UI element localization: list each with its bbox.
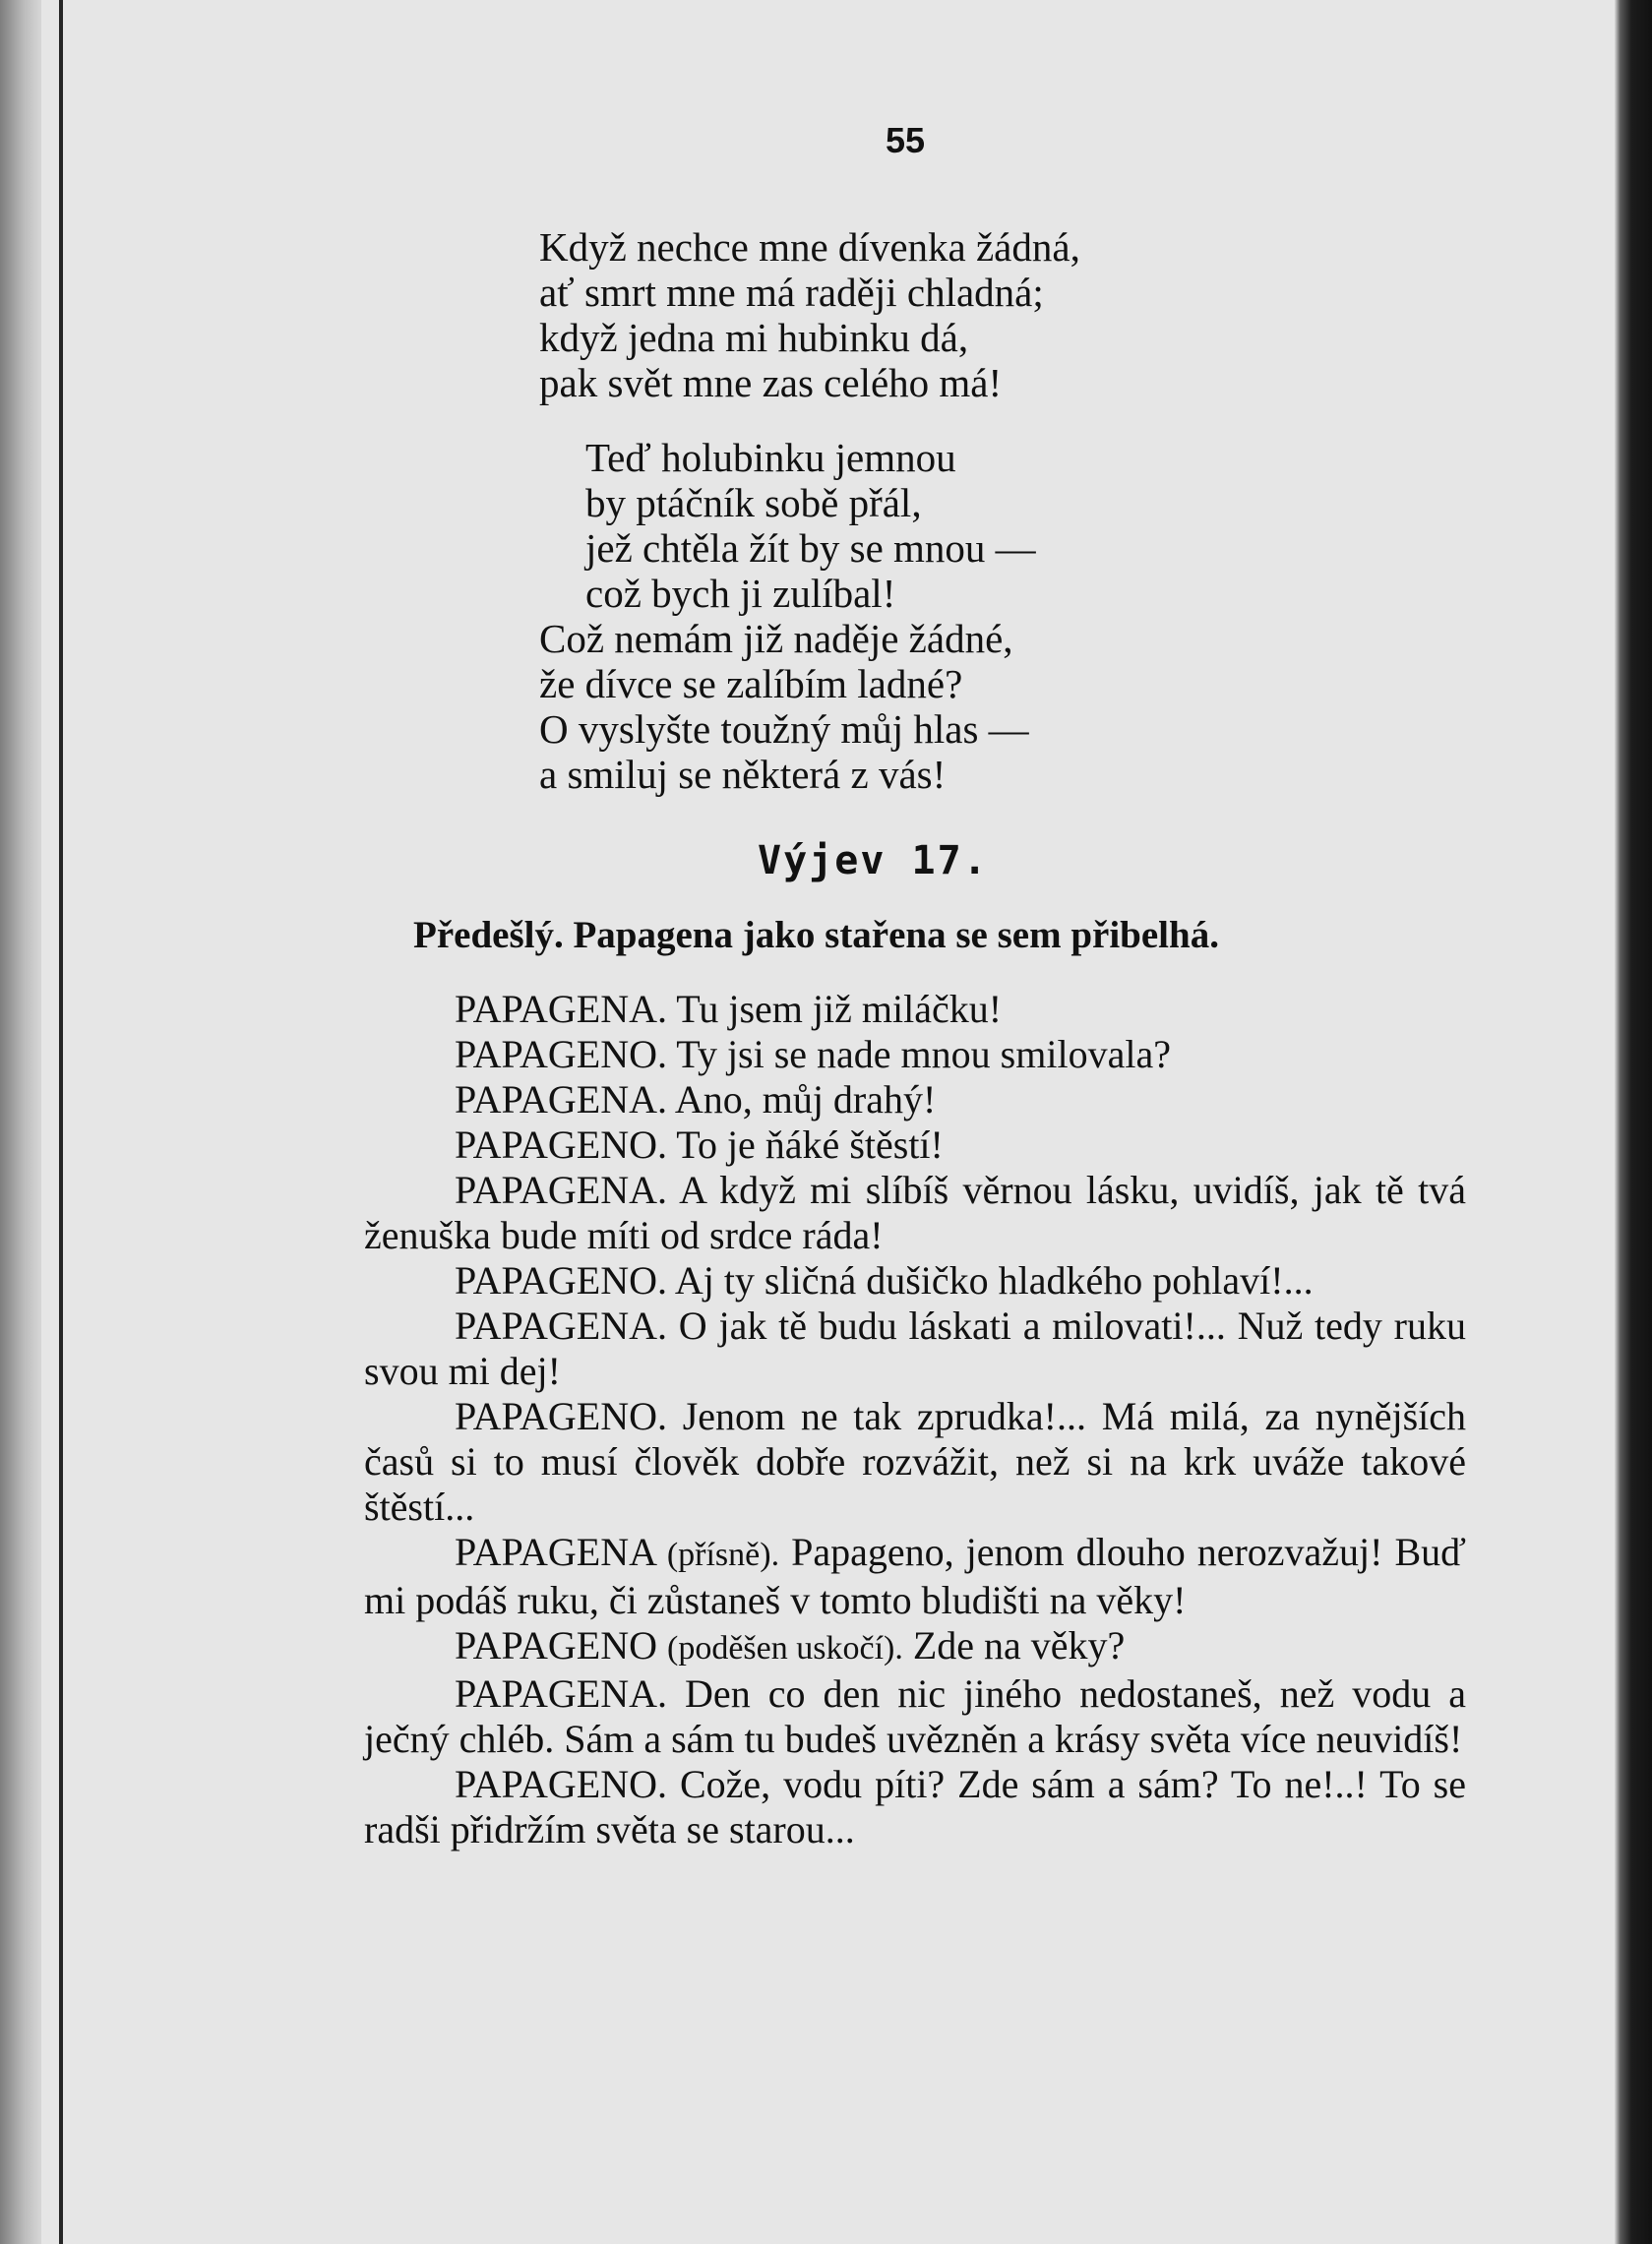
speaker-name: PAPAGENO. <box>455 1258 668 1303</box>
verse-line: Což nemám již naděje žádné, <box>539 616 1013 661</box>
speaker-name: PAPAGENA <box>455 1530 655 1574</box>
verse-line: že dívce se zalíbím ladné? <box>539 661 963 706</box>
verse-line: ať smrt mne má raději chladná; <box>539 270 1044 315</box>
speaker-name: PAPAGENA. <box>455 1077 668 1122</box>
dialogue-paragraph <box>364 1530 1466 1623</box>
speaker-name: PAPAGENA. <box>455 987 668 1031</box>
dialogue-paragraph <box>364 1762 1466 1852</box>
speech-text: Tu jsem již miláčku! <box>676 987 1003 1031</box>
dialogue-paragraph <box>364 1671 1466 1762</box>
speech-text: Cože, vodu píti? Zde sám a sám? To ne!..! To se radši přidržím světa se starou... <box>364 1762 1466 1851</box>
page-right-edge-shadow <box>1615 0 1652 2244</box>
scene-heading: Výjev 17. <box>758 838 989 883</box>
stage-note: (přísně). <box>666 1537 780 1573</box>
verse-line: a smiluj se některá z vás! <box>539 752 947 797</box>
verse-line: což bych ji zulíbal! <box>585 571 896 616</box>
speaker-name: PAPAGENA. <box>455 1304 668 1348</box>
speech-text: Jenom ne tak zprudka!... Má milá, za nynějších časů si to musí člověk dobře rozvážit, než si na krk uváže takové štěstí... <box>364 1394 1466 1529</box>
speaker-name: PAPAGENO. <box>455 1394 668 1438</box>
dialogue-paragraph <box>364 987 1466 1032</box>
dialogue-paragraph <box>364 1304 1466 1394</box>
verse-stanza-2 <box>585 435 1036 616</box>
speaker-name: PAPAGENO. <box>455 1122 668 1167</box>
verse-line: O vyslyšte toužný můj hlas — <box>539 706 1029 752</box>
dialogue-paragraph <box>364 1032 1466 1077</box>
verse-line: když jedna mi hubinku dá, <box>539 315 969 360</box>
dialogue-paragraph <box>364 1394 1466 1530</box>
speaker-name: PAPAGENO. <box>455 1762 668 1806</box>
verse-line: by ptáčník sobě přál, <box>585 480 922 525</box>
verse-line: jež chtěla žít by se mnou — <box>585 525 1036 571</box>
speech-text: A když mi slíbíš věrnou lásku, uvidíš, jak tě tvá ženuška bude míti od srdce ráda! <box>364 1168 1466 1257</box>
stage-note: (poděšen uskočí). <box>667 1630 903 1667</box>
dialogue-block <box>364 987 1466 1852</box>
dialogue-paragraph <box>364 1258 1466 1304</box>
dialogue-paragraph <box>364 1623 1466 1671</box>
speech-text: Den co den nic jiného nedostaneš, než vodu a ječný chléb. Sám a sám tu budeš uvězněn a krásy světa více neuvidíš! <box>364 1671 1467 1761</box>
page-number: 55 <box>886 120 926 160</box>
verse-line: Když nechce mne dívenka žádná, <box>539 224 1080 270</box>
speech-text: Ano, můj drahý! <box>674 1077 937 1122</box>
dialogue-paragraph <box>364 1168 1466 1258</box>
page-left-edge-shadow <box>0 0 41 2244</box>
verse-stanza-1 <box>539 224 1080 405</box>
speech-text: Papageno, jenom dlouho nerozvažuj! Buď mi podáš ruku, či zůstaneš v tomto bludišti na věky! <box>364 1530 1467 1622</box>
speaker-name: PAPAGENA. <box>455 1671 668 1716</box>
speech-text: Aj ty sličná dušičko hladkého pohlaví!... <box>674 1258 1314 1303</box>
verse-line: Teď holubinku jemnou <box>585 435 956 480</box>
verse-line: pak svět mne zas celého má! <box>539 360 1003 405</box>
verse-stanza-3 <box>539 616 1029 797</box>
binding-line <box>59 0 63 2244</box>
speaker-name: PAPAGENA. <box>455 1168 668 1212</box>
speaker-name: PAPAGENO <box>455 1623 658 1668</box>
speech-text: O jak tě budu láskati a milovati!... Nuž tedy ruku svou mi dej! <box>364 1304 1467 1393</box>
speech-text: To je ňáké štěstí! <box>676 1122 944 1167</box>
speech-text: Ty jsi se nade mnou smilovala? <box>676 1032 1171 1076</box>
dialogue-paragraph <box>364 1077 1466 1122</box>
speech-text: Zde na věky? <box>912 1623 1126 1668</box>
dialogue-paragraph <box>364 1122 1466 1168</box>
speaker-name: PAPAGENO. <box>455 1032 668 1076</box>
stage-direction: Předešlý. Papagena jako stařena se sem přibelhá. <box>413 914 1219 956</box>
